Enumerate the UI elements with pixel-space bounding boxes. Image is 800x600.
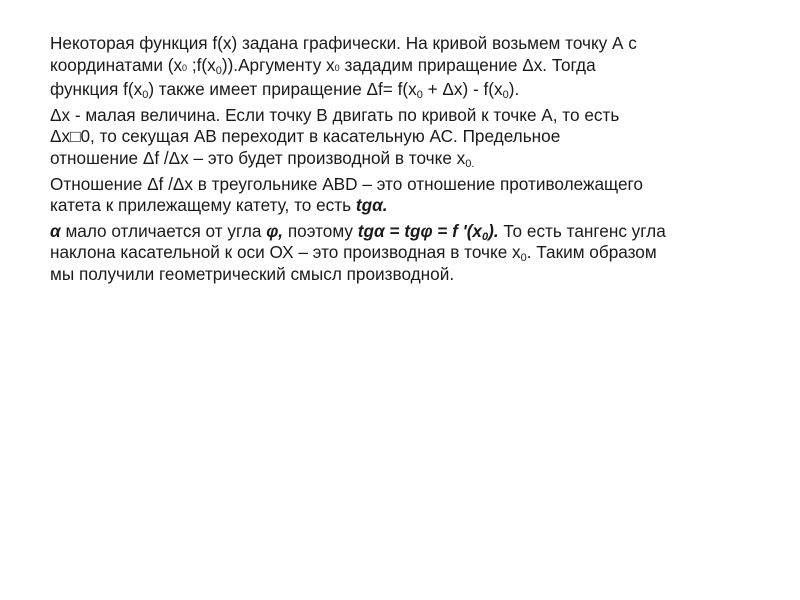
text-fragment: То есть тангенс угла [498, 220, 666, 241]
alpha-symbol: α [50, 220, 61, 241]
text-line: Δx - малая величина. Если точку В двигать по кривой к точке А, то есть [50, 104, 620, 125]
text-fragment: функция f(x [50, 79, 143, 100]
text-fragment: наклона касательной к оси ОХ – это производная в точке x [50, 242, 521, 263]
subscript: 0 [520, 252, 527, 265]
paragraph-limit [50, 105, 760, 170]
subscript: 0 [334, 62, 340, 73]
paragraph-conclusion [50, 221, 760, 286]
paragraph-definition [50, 33, 760, 101]
tangent-alpha: tgα. [355, 195, 388, 216]
text-fragment: отношение Δf /Δx – это будет производной в точке x [50, 147, 466, 168]
subscript: 0 [182, 62, 188, 73]
phi-symbol: φ, [266, 220, 284, 241]
text-fragment: зададим приращение Δx. Тогда [339, 54, 596, 75]
text-fragment: катета к прилежащему катету, то есть [50, 195, 356, 216]
text-fragment: . Таким образом [526, 242, 657, 263]
text-fragment: мало отличается от угла [60, 220, 267, 241]
text-fragment: координатами (x [50, 54, 183, 75]
subscript: 0 [502, 89, 509, 102]
formula: ). [488, 220, 499, 241]
subscript: 0 [482, 230, 489, 243]
formula: tgα = tgφ = f '(x [357, 220, 482, 241]
text-fragment: )).Аргументу x [221, 54, 335, 75]
text-line: Δx□0, то секущая АВ переходит в касательную АС. Предельное [50, 126, 561, 147]
text-fragment: ;f(x [187, 54, 216, 75]
text-line: мы получили геометрический смысл производной. [50, 263, 455, 284]
text-line: Отношение Δf /Δx в треугольнике ABD – это отношение противолежащего [50, 173, 643, 194]
text-line: Некоторая функция f(x) задана графически. На кривой возьмем точку А с [50, 33, 637, 53]
subscript: 0 [142, 89, 149, 102]
text-fragment: + Δx) - f(x [422, 79, 503, 100]
subscript: 0. [465, 157, 475, 170]
text-fragment: ). [508, 79, 520, 100]
text-fragment: поэтому [283, 220, 358, 241]
subscript: 0 [215, 64, 222, 77]
paragraph-ratio [50, 174, 760, 217]
text-body [50, 33, 760, 290]
text-fragment: ) также имеет приращение Δf= f(x [148, 79, 417, 100]
subscript: 0 [416, 89, 423, 102]
